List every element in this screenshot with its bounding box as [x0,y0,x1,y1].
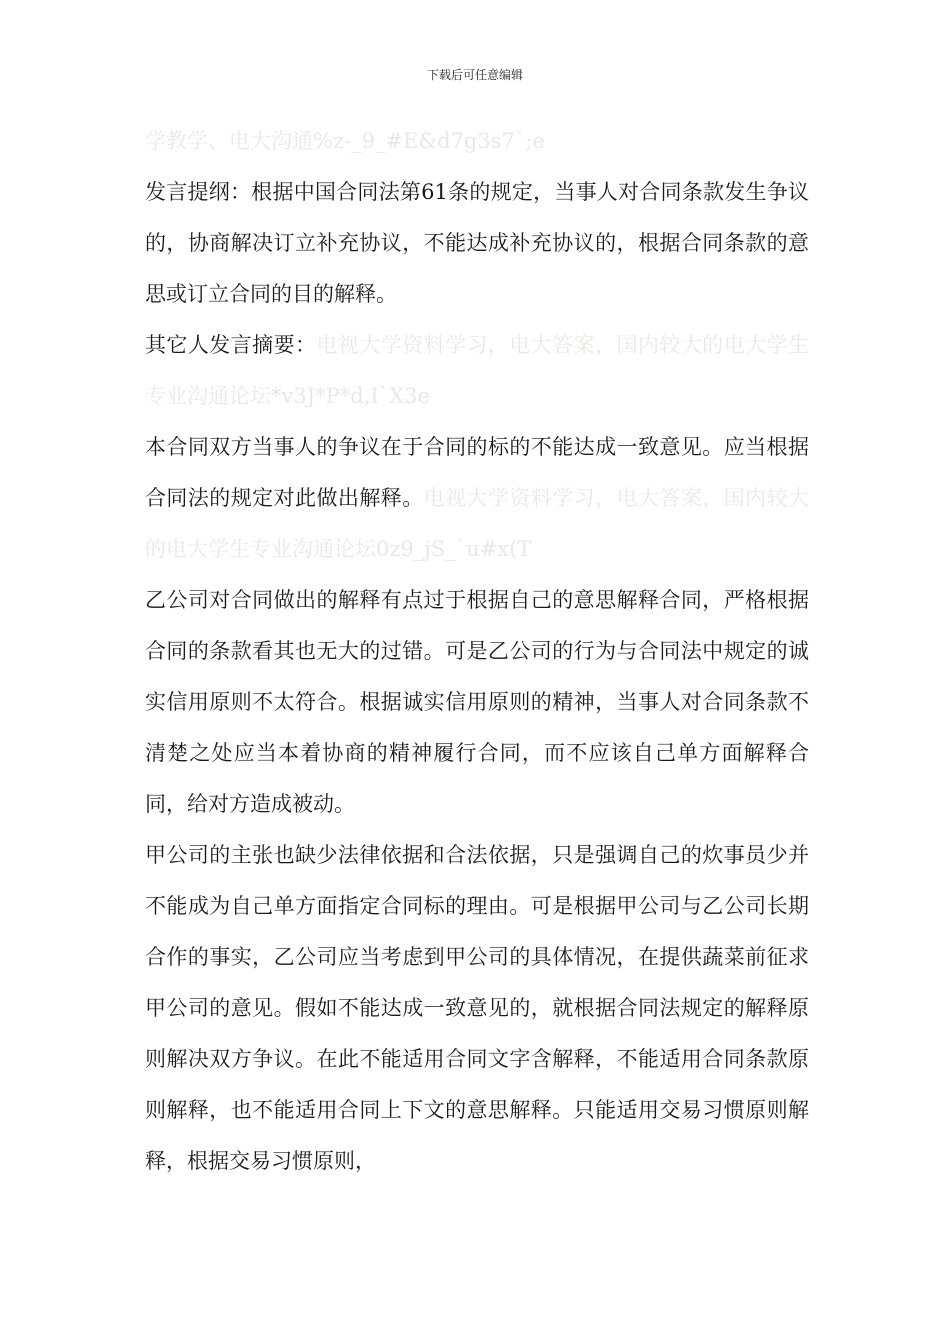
paragraph-company-b [145,575,809,830]
watermark-text: 电视大学资料学习，电大答案，国内较大的电大学生专业沟通论坛0z9_jS_`u#x(T [145,486,810,561]
paragraph-speech-outline [145,167,809,320]
paragraph-text: 本合同双方当事人的争议在于合同的标的不能达成一致意见。应当根据合同法的规定对此做出解释。 [145,435,809,510]
paragraph-company-a [145,830,809,1187]
paragraph-text: 发言提纲：根据中国合同法第61条的规定，当事人对合同条款发生争议的，协商解决订立补充协议，不能达成补充协议的，根据合同条款的意思或订立合同的目的解释。 [145,180,809,306]
watermark-text-top: 学教学、电大沟通%z-_9_#E&d7g3s7`;e [145,129,545,153]
paragraph-text: 乙公司对合同做出的解释有点过于根据自己的意思解释合同，严格根据合同的条款看其也无大的过错。可是乙公司的行为与合同法中规定的诚实信用原则不太符合。根据诚实信用原则的精神，当事人对合同条款不清楚之处应当本着协商的精神履行合同，而不应该自己单方面解释合同，给对方造成被动。 [145,588,809,816]
document-body [145,116,809,1187]
paragraph-others-summary [145,320,809,422]
paragraph-dispute [145,422,809,575]
watermark-text: 电视大学资料学习，电大答案，国内较大的电大学生专业沟通论坛*v3J*P*d,I`X3e [145,333,810,408]
page-header: 下载后可任意编辑 [426,68,523,82]
paragraph-text: 甲公司的主张也缺少法律依据和合法依据，只是强调自己的炊事员少并不能成为自己单方面指定合同标的理由。可是根据甲公司与乙公司长期合作的事实，乙公司应当考虑到甲公司的具体情况，在提供蔬菜前征求甲公司的意见。假如不能达成一致意见的，就根据合同法规定的解释原则解决双方争议。在此不能适用合同文字含解释，不能适用合同条款原则解释，也不能适用合同上下文的意思解释。只能适用交易习惯原则解释，根据交易习惯原则， [145,843,809,1173]
paragraph-text: 其它人发言摘要： [145,333,317,357]
